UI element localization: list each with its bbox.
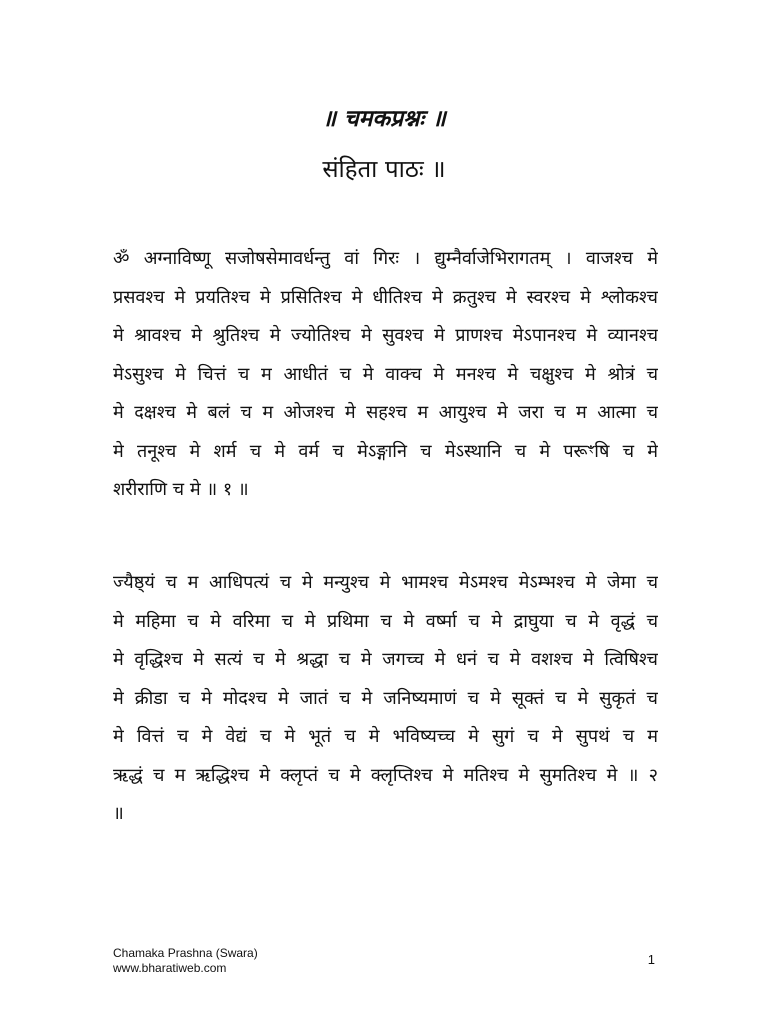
verse-line: ऋद्धं च म ऋद्धिश्च मे क्लृप्तं च मे क्लृप्तिश्च मे मतिश्च मे सुमतिश्च मे ॥ २ (113, 764, 658, 786)
footer-website-link[interactable]: www.bharatiweb.com (113, 961, 227, 975)
verse-line: मेऽसुश्च मे चित्तं च म आधीतं च मे वाक्च मे मनश्च मे चक्षुश्च मे श्रोत्रं च (113, 363, 658, 385)
verse-line: मे वृद्धिश्च मे सत्यं च मे श्रद्धा च मे जगच्च मे धनं च मे वशश्च मे त्विषिश्च (113, 649, 658, 670)
verse-line: प्रसवश्च मे प्रयतिश्च मे प्रसितिश्च मे धीतिश्च मे क्रतुश्च मे स्वरश्च मे श्लोकश्च (113, 286, 658, 308)
verse-line: मे दक्षश्च मे बलं च म ओजश्च मे सहश्च म आयुश्च मे जरा च म आत्मा च (113, 402, 658, 423)
verse-line: मे क्रीडा च मे मोदश्च मे जातं च मे जनिष्यमाणं च मे सूक्तं च मे सुकृतं च (113, 687, 658, 709)
verse-line: मे वित्तं च मे वेद्यं च मे भूतं च मे भविष्यच्च मे सुगं च मे सुपथं च म (113, 726, 658, 747)
document-subtitle: संहिता पाठः ॥ (322, 155, 446, 183)
verse-line: मे महिमा च मे वरिमा च मे प्रथिमा च मे वर्ष्मा च मे द्राघुया च मे वृद्धं च (113, 610, 658, 632)
page-number: 1 (647, 952, 655, 967)
verse-line: ॐ अग्नाविष्णू सजोषसेमावर्धन्तु वां गिरः । द्युम्नैर्वाजेभिरागतम् । वाजश्च मे (113, 248, 658, 269)
footer-doc-name: Chamaka Prashna (Swara) (113, 946, 258, 960)
verse-line: ॥ (113, 803, 124, 824)
document-title: ॥ चमकप्रश्नः ॥ (322, 106, 446, 132)
verse-line: मे तनूश्च मे शर्म च मे वर्म च मेऽङ्गानि च मेऽस्थानि च मे परूꣳषि च मे (113, 440, 658, 462)
footer-source (113, 946, 258, 976)
verse-paragraph-2 (113, 564, 658, 834)
verse-paragraph-1 (113, 240, 658, 510)
verse-line: ज्यैष्ठ्यं च म आधिपत्यं च मे मन्युश्च मे भामश्च मेऽमश्च मेऽम्भश्च मे जेमा च (113, 572, 658, 593)
verse-line: शरीराणि च मे ॥ १ ॥ (113, 479, 249, 500)
verse-line: मे श्रावश्च मे श्रुतिश्च मे ज्योतिश्च मे सुवश्च मे प्राणश्च मेऽपानश्च मे व्यानश्च (113, 325, 658, 346)
